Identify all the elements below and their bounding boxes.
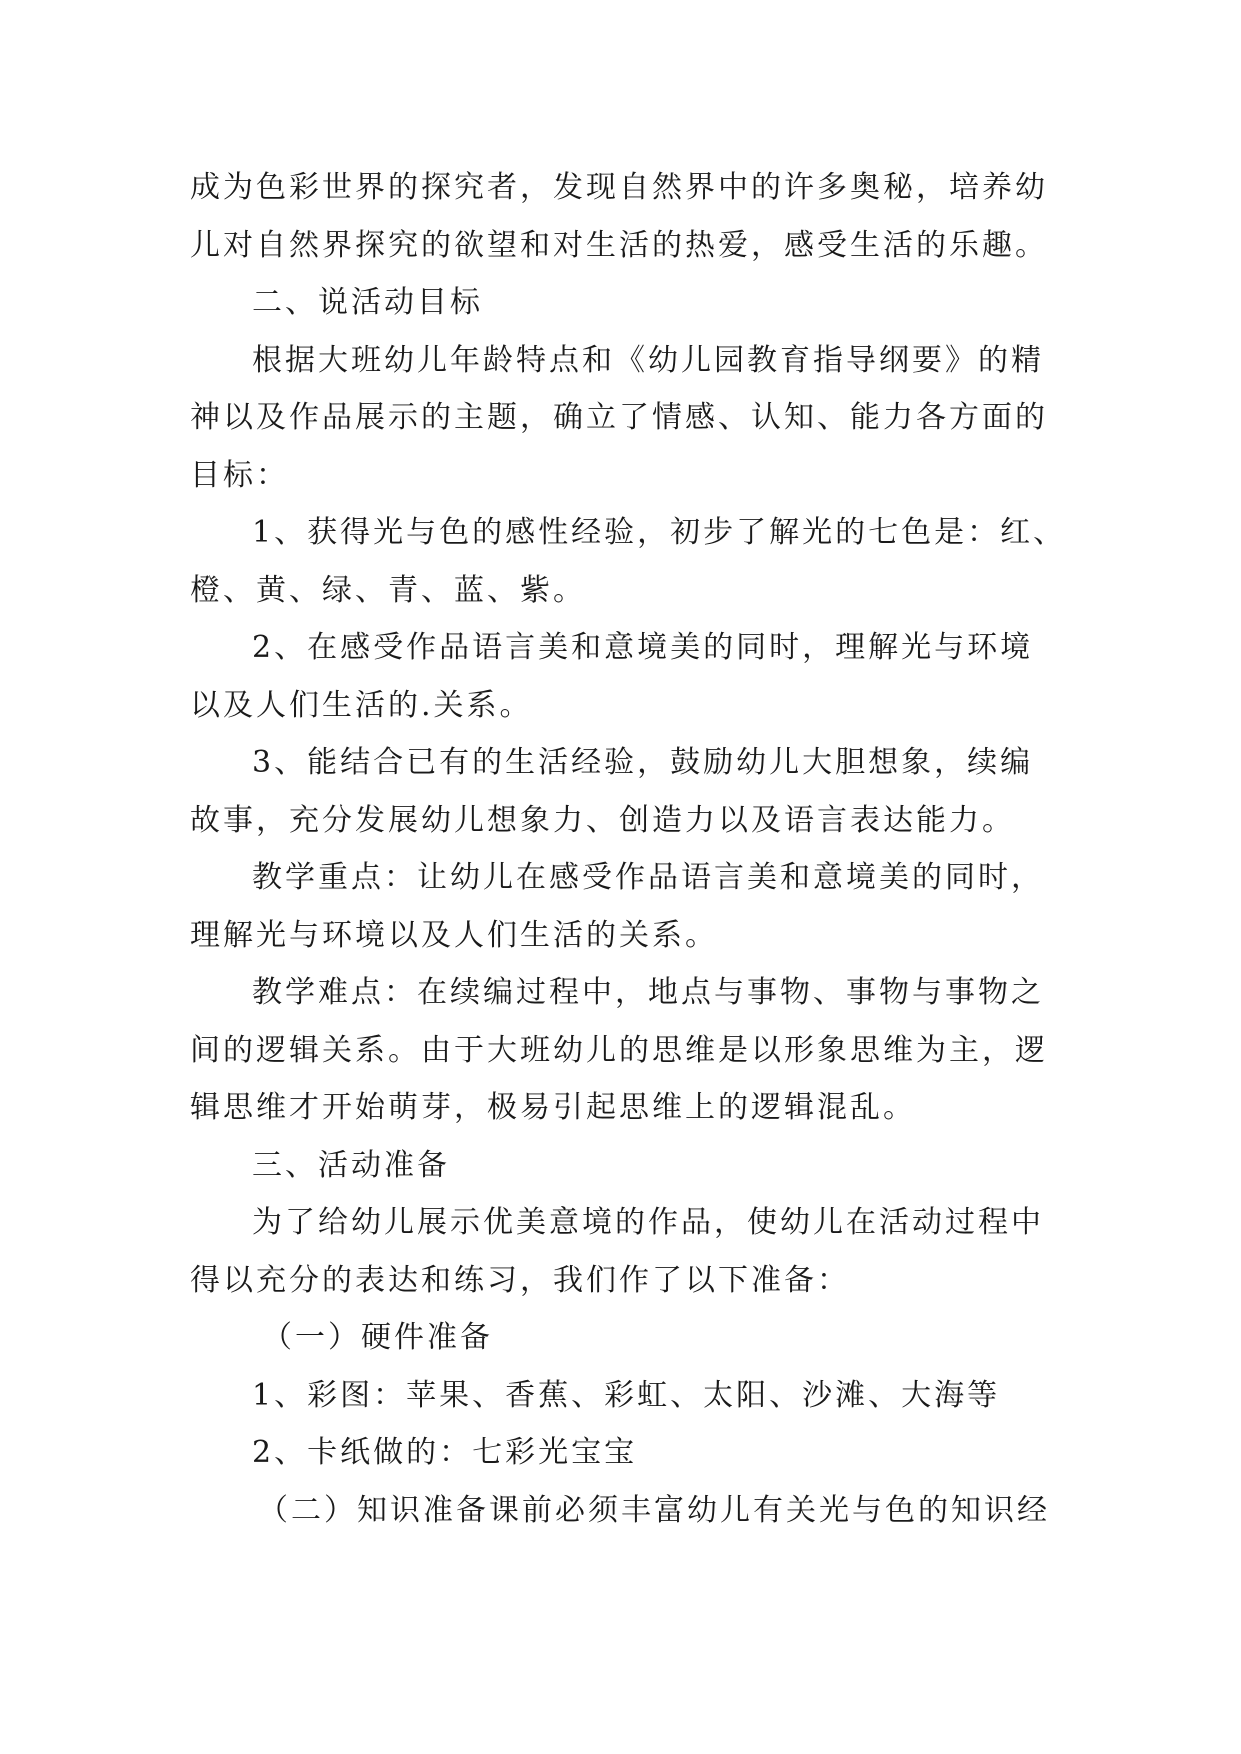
section-heading: 三、活动准备 — [252, 1148, 450, 1183]
subsection-heading: （一）硬件准备 — [262, 1320, 493, 1355]
text-line: 教学难点：在续编过程中，地点与事物、事物与事物之 — [252, 975, 1044, 1010]
text-line: 得以充分的表达和练习，我们作了以下准备： — [190, 1263, 850, 1298]
text-line: 教学重点：让幼儿在感受作品语言美和意境美的同时， — [252, 860, 1044, 895]
text-line: 间的逻辑关系。由于大班幼儿的思维是以形象思维为主，逻 — [190, 1033, 1048, 1068]
text-line: 根据大班幼儿年龄特点和《幼儿园教育指导纲要》的精 — [252, 343, 1044, 378]
text-line: 故事，充分发展幼儿想象力、创造力以及语言表达能力。 — [190, 803, 1015, 838]
section-heading: 二、说活动目标 — [252, 285, 483, 320]
text-line: （二）知识准备课前必须丰富幼儿有关光与色的知识经 — [258, 1493, 1050, 1528]
text-line: 1、彩图：苹果、香蕉、彩虹、太阳、沙滩、大海等 — [252, 1378, 1001, 1413]
text-line: 成为色彩世界的探究者，发现自然界中的许多奥秘，培养幼 — [190, 170, 1048, 205]
text-line: 2、在感受作品语言美和意境美的同时，理解光与环境 — [252, 630, 1034, 665]
text-line: 儿对自然界探究的欲望和对生活的热爱，感受生活的乐趣。 — [190, 228, 1048, 263]
text-line: 以及人们生活的.关系。 — [190, 688, 533, 723]
text-line: 橙、黄、绿、青、蓝、紫。 — [190, 573, 586, 608]
text-line: 1、获得光与色的感性经验，初步了解光的七色是：红、 — [252, 515, 1067, 550]
text-line: 为了给幼儿展示优美意境的作品，使幼儿在活动过程中 — [252, 1205, 1044, 1240]
text-line: 神以及作品展示的主题，确立了情感、认知、能力各方面的 — [190, 400, 1048, 435]
text-line: 理解光与环境以及人们生活的关系。 — [190, 918, 718, 953]
text-line: 辑思维才开始萌芽，极易引起思维上的逻辑混乱。 — [190, 1090, 916, 1125]
text-line: 3、能结合已有的生活经验，鼓励幼儿大胆想象，续编 — [252, 745, 1034, 780]
text-line: 目标： — [190, 458, 289, 493]
text-line: 2、卡纸做的：七彩光宝宝 — [252, 1435, 638, 1470]
